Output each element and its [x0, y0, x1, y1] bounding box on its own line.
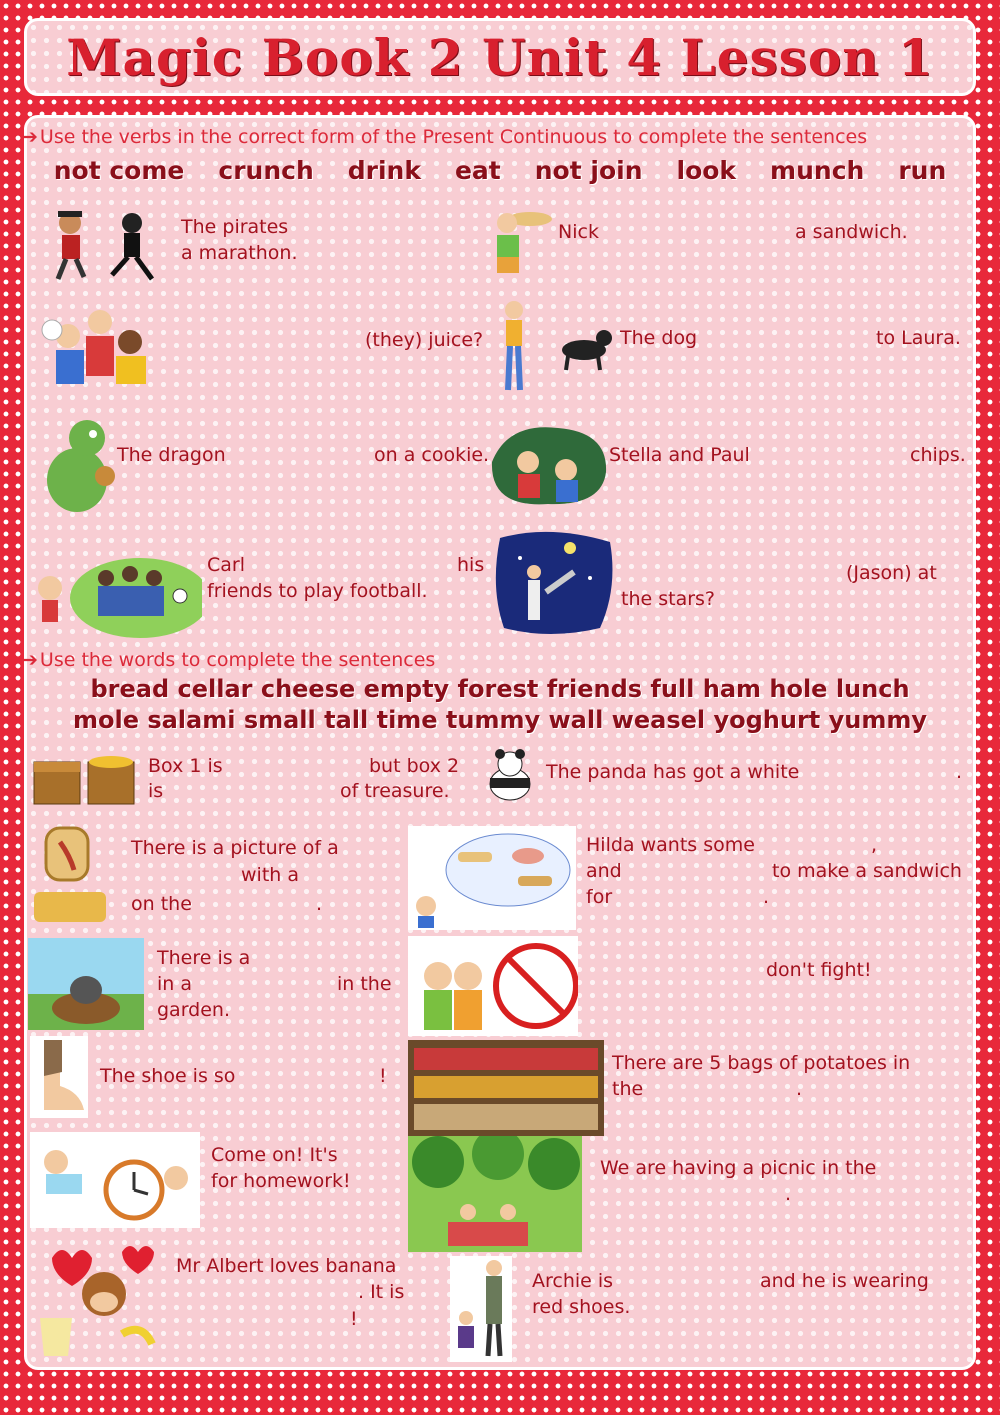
homework-sentence-line2: for homework! — [211, 1170, 351, 1192]
hilda-sentence-mid: to make a sandwich — [772, 860, 962, 882]
friends-no-fighting-image — [408, 936, 578, 1036]
albert-sentence-end: ! — [350, 1308, 358, 1330]
dog-sentence-end: to Laura. — [876, 327, 961, 349]
dragon-sentence-end: on a cookie. — [374, 444, 490, 466]
hilda-sentence-end: . — [763, 886, 770, 908]
stella-sentence-end: chips. — [910, 444, 966, 466]
verb-word: not come — [53, 156, 185, 185]
picnic-sentence-end: . — [785, 1183, 792, 1205]
pirates-sentence-line2: a marathon. — [181, 242, 298, 264]
picture-sentence-line2: with a — [241, 864, 299, 886]
box-sentence-line2-end: of treasure. — [340, 780, 450, 802]
forest-picnic-image — [408, 1136, 582, 1252]
albert-sentence-line1: Mr Albert loves banana — [176, 1255, 397, 1277]
shoe-sentence-end: ! — [379, 1065, 387, 1087]
children-chips-image — [488, 422, 610, 508]
dragon-cookie-image — [35, 410, 120, 522]
verb-word: run — [898, 156, 947, 185]
panda-image — [480, 748, 538, 804]
page-title: Magic Book 2 Unit 4 Lesson 1 — [66, 27, 934, 87]
verb-word: eat — [454, 156, 501, 185]
shoe-sentence-start: The shoe is so — [100, 1065, 236, 1087]
box-sentence-line2-start: is — [148, 780, 164, 802]
mole-sentence-line2-start: in a — [157, 973, 193, 995]
instruction-part2: ➔ Use the words to complete the sentences — [22, 649, 436, 671]
instruction-part1: ➔ Use the verbs in the correct form of the Present Continuous to complete the sentences — [22, 126, 868, 148]
hilda-sentence-and: and — [586, 860, 622, 882]
picnic-sentence-start: We are having a picnic in the — [600, 1157, 877, 1179]
potatoes-sentence-line2: the — [612, 1078, 644, 1100]
juice-sentence: (they) juice? — [365, 329, 484, 351]
jason-sentence-line2: the stars? — [621, 588, 716, 610]
dragon-sentence-start: The dragon — [117, 444, 226, 466]
carl-football-image — [30, 548, 202, 638]
jason-sentence-line1: (Jason) at — [846, 562, 937, 584]
verb-word: drink — [347, 156, 421, 185]
box-sentence-mid: but box 2 — [369, 755, 460, 777]
mole-sentence-line1: There is a — [157, 947, 251, 969]
hilda-sentence-start: Hilda wants some — [586, 834, 755, 856]
jason-telescope-image — [490, 528, 618, 636]
picture-sentence-line3: on the — [131, 893, 192, 915]
word-bank-line2: mole salami small tall time tummy wall weasel yoghurt yummy — [72, 706, 928, 734]
nick-sandwich-image — [485, 205, 555, 277]
treasure-boxes-image — [30, 752, 138, 808]
hilda-sentence-comma: , — [871, 834, 878, 856]
children-drinking-image — [38, 298, 158, 390]
word-bank-line1: bread cellar cheese empty forest friends full ham hole lunch — [90, 675, 910, 703]
albert-sentence-line2: . It is — [358, 1281, 405, 1303]
arrow-icon: ➔ — [22, 649, 38, 671]
weasel-picture-image — [30, 826, 110, 928]
small-shoe-image — [30, 1036, 88, 1118]
archie-tall-image — [450, 1256, 512, 1362]
stella-sentence-start: Stella and Paul — [609, 444, 750, 466]
box-sentence-start: Box 1 is — [148, 755, 223, 777]
cellar-shelves-image — [408, 1040, 604, 1136]
panda-sentence-end: . — [956, 761, 963, 783]
homework-clock-image — [30, 1132, 200, 1228]
archie-sentence-mid: and he is wearing — [760, 1270, 929, 1292]
potatoes-sentence-line1: There are 5 bags of potatoes in — [612, 1052, 911, 1074]
arrow-icon: ➔ — [22, 126, 38, 148]
pirates-sentence-line1: The pirates — [181, 216, 289, 238]
verb-word: crunch — [218, 156, 314, 185]
monkey-yoghurt-image — [32, 1238, 158, 1360]
potatoes-sentence-end: . — [796, 1078, 803, 1100]
nick-sentence-end: a sandwich. — [795, 221, 908, 243]
mole-sentence-line3: garden. — [157, 999, 231, 1021]
hilda-sentence-for: for — [586, 886, 613, 908]
verb-word: munch — [770, 156, 865, 185]
nick-sentence-start: Nick — [558, 221, 599, 243]
mole-garden-image — [28, 938, 144, 1030]
carl-sentence-start: Carl — [207, 554, 245, 576]
verb-word: not join — [534, 156, 643, 185]
archie-sentence-line2: red shoes. — [532, 1296, 631, 1318]
homework-sentence-line1: Come on! It's — [211, 1144, 338, 1166]
picture-sentence-line1: There is a picture of a — [131, 837, 339, 859]
verb-bank — [0, 156, 1000, 185]
mole-sentence-line2-end: in the — [337, 973, 392, 995]
verb-word: look — [676, 156, 737, 185]
carl-sentence-line2: friends to play football. — [207, 580, 428, 602]
laura-dog-image — [492, 298, 617, 393]
dog-sentence-start: The dog — [620, 327, 698, 349]
sandwich-thought-image — [408, 826, 576, 930]
archie-sentence-start: Archie is — [532, 1270, 614, 1292]
picture-sentence-end: . — [316, 893, 323, 915]
fight-sentence: don't fight! — [766, 959, 872, 981]
pirates-running-image — [40, 205, 165, 283]
carl-sentence-mid: his — [457, 554, 485, 576]
panda-sentence-start: The panda has got a white — [546, 761, 800, 783]
